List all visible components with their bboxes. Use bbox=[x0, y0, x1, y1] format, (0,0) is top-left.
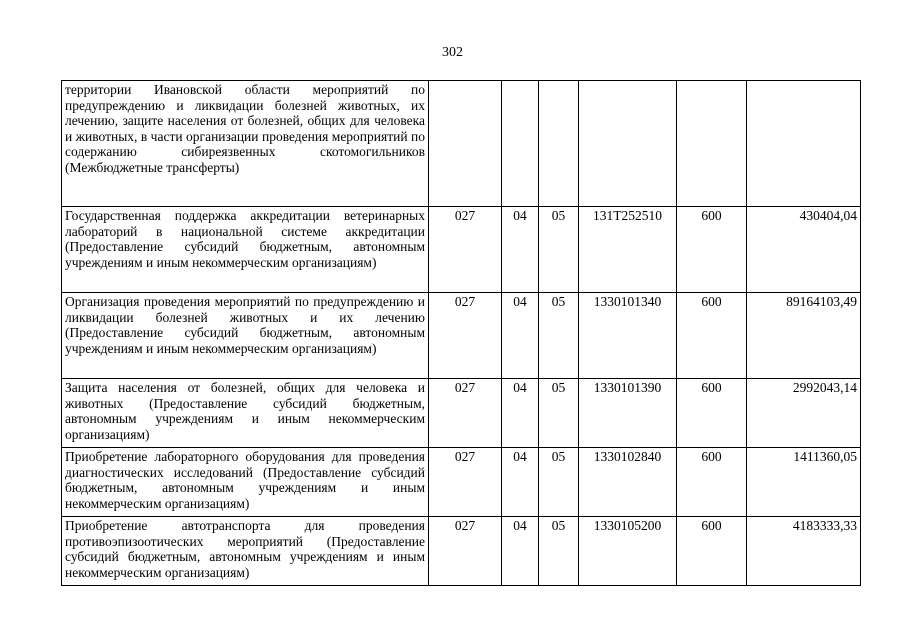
row-section-code: 04 bbox=[502, 517, 539, 586]
row-target-item: 131Т252510 bbox=[579, 207, 677, 293]
row-target-item: 1330101340 bbox=[579, 293, 677, 379]
row-amount: 430404,04 bbox=[747, 207, 861, 293]
row-amount: 2992043,14 bbox=[747, 379, 861, 448]
row-section-code: 04 bbox=[502, 448, 539, 517]
row-expense-type: 600 bbox=[677, 379, 747, 448]
row-ministry-code: 027 bbox=[429, 207, 502, 293]
row-amount bbox=[747, 81, 861, 207]
row-expense-type: 600 bbox=[677, 293, 747, 379]
row-expense-type: 600 bbox=[677, 517, 747, 586]
row-amount: 4183333,33 bbox=[747, 517, 861, 586]
page-number: 302 bbox=[442, 45, 463, 60]
row-description: территории Ивановской области мероприятий по предупреждению и ликвидации болезней животных, их лечению, защите населения от болезней, общих для человека и животных, в части организации проведения мероприятий по содержанию сибиреязвенных скотомогильников (Межбюджетные трансферты) bbox=[62, 81, 429, 207]
row-amount: 89164103,49 bbox=[747, 293, 861, 379]
row-target-item: 1330105200 bbox=[579, 517, 677, 586]
row-ministry-code: 027 bbox=[429, 448, 502, 517]
row-section-code bbox=[502, 81, 539, 207]
row-ministry-code bbox=[429, 81, 502, 207]
row-description: Государственная поддержка аккредитации ветеринарных лабораторий в национальной системе аккредитации (Предоставление субсидий бюджетным, автономным учреждениям и иным некоммерческим организациям) bbox=[62, 207, 429, 293]
row-amount: 1411360,05 bbox=[747, 448, 861, 517]
table-row bbox=[62, 517, 861, 586]
row-description: Организация проведения мероприятий по предупреждению и ликвидации болезней животных и их лечению (Предоставление субсидий бюджетным, автономным учреждениям и иным некоммерческим организациям) bbox=[62, 293, 429, 379]
budget-table bbox=[61, 80, 861, 586]
row-subsection-code: 05 bbox=[539, 517, 579, 586]
row-description: Приобретение лабораторного оборудования для проведения диагностических исследований (Предоставление субсидий бюджетным, автономным учреждениям и иным некоммерческим организациям) bbox=[62, 448, 429, 517]
table-row bbox=[62, 379, 861, 448]
row-target-item: 1330101390 bbox=[579, 379, 677, 448]
row-description: Приобретение автотранспорта для проведения противоэпизоотических мероприятий (Предоставление субсидий бюджетным, автономным учреждениям и иным некоммерческим организациям) bbox=[62, 517, 429, 586]
table-row bbox=[62, 448, 861, 517]
row-ministry-code: 027 bbox=[429, 293, 502, 379]
row-section-code: 04 bbox=[502, 207, 539, 293]
row-target-item bbox=[579, 81, 677, 207]
row-subsection-code: 05 bbox=[539, 293, 579, 379]
row-subsection-code: 05 bbox=[539, 379, 579, 448]
row-expense-type: 600 bbox=[677, 207, 747, 293]
row-subsection-code: 05 bbox=[539, 207, 579, 293]
row-subsection-code bbox=[539, 81, 579, 207]
table-row bbox=[62, 81, 861, 207]
table-row bbox=[62, 207, 861, 293]
row-subsection-code: 05 bbox=[539, 448, 579, 517]
row-expense-type: 600 bbox=[677, 448, 747, 517]
row-section-code: 04 bbox=[502, 293, 539, 379]
row-section-code: 04 bbox=[502, 379, 539, 448]
row-ministry-code: 027 bbox=[429, 517, 502, 586]
row-ministry-code: 027 bbox=[429, 379, 502, 448]
row-target-item: 1330102840 bbox=[579, 448, 677, 517]
table-row bbox=[62, 293, 861, 379]
row-expense-type bbox=[677, 81, 747, 207]
row-description: Защита населения от болезней, общих для человека и животных (Предоставление субсидий бюджетным, автономным учреждениям и иным некоммерческим организациям) bbox=[62, 379, 429, 448]
